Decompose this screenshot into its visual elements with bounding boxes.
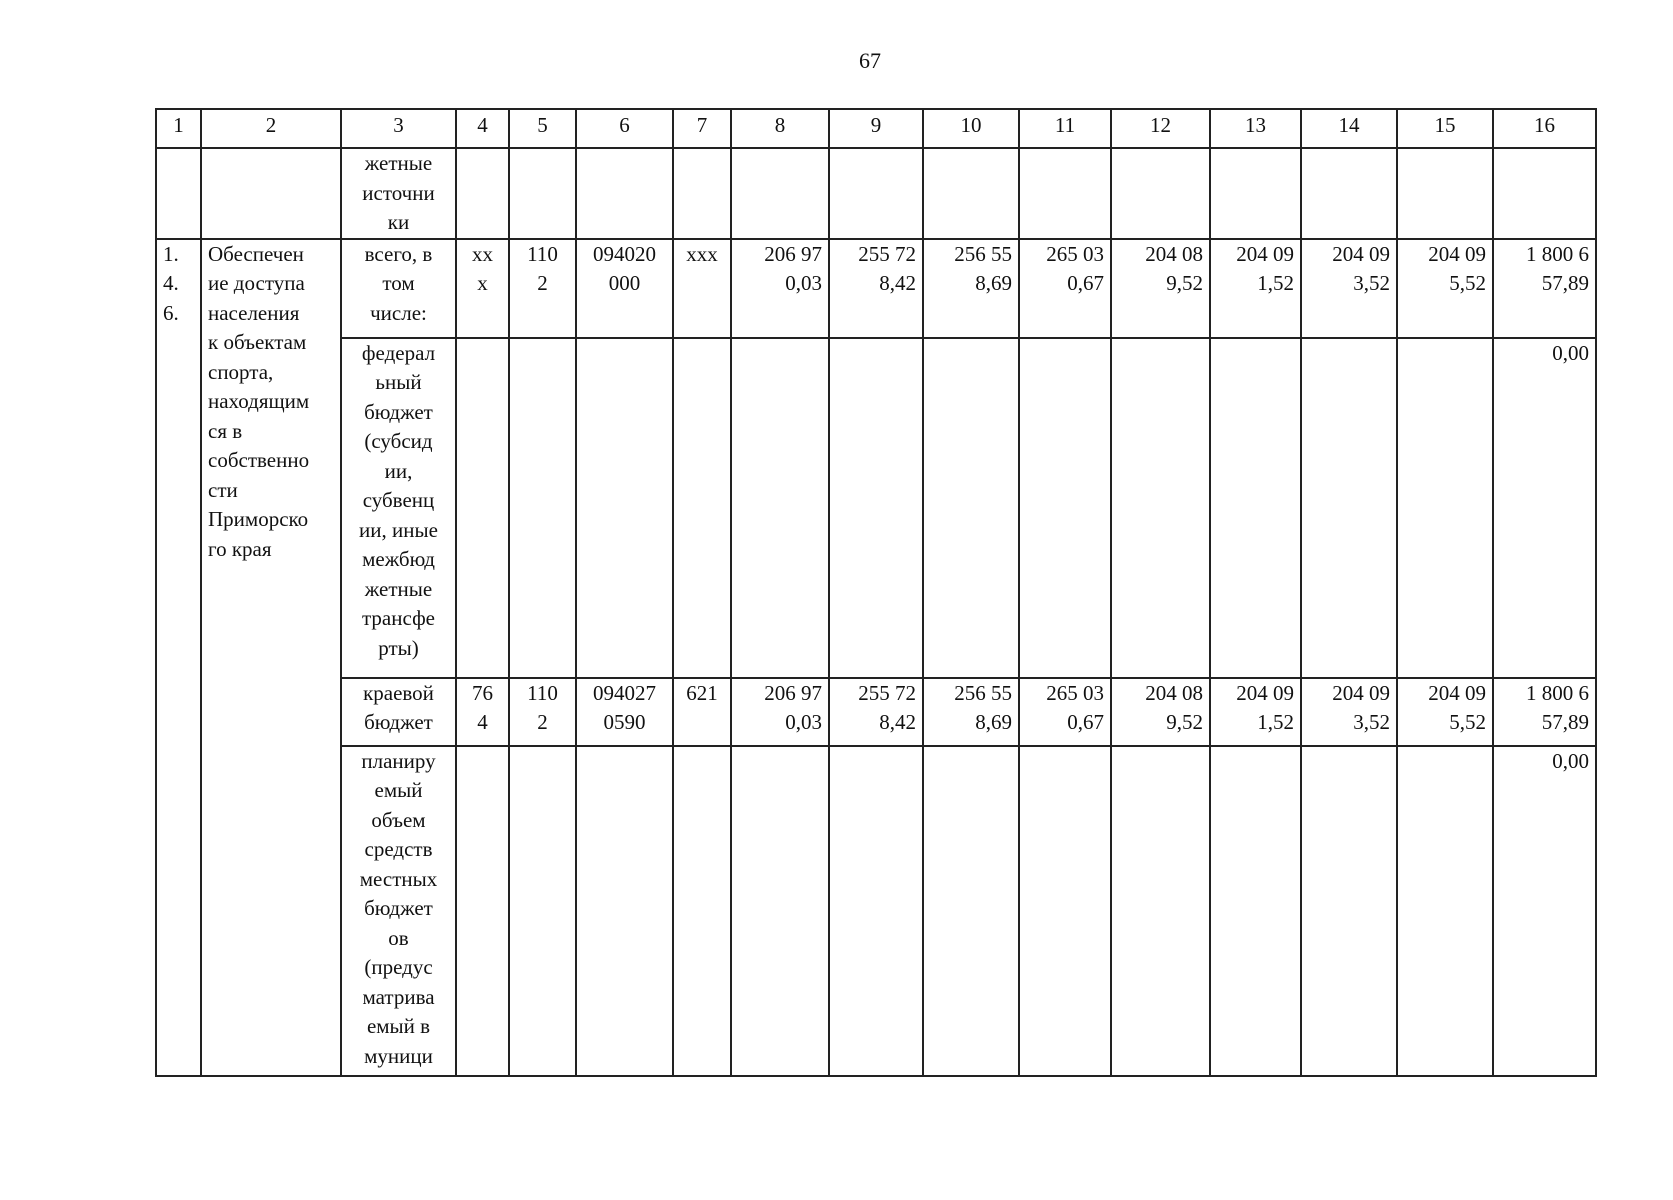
header-cell: 9 (829, 109, 923, 148)
table-cell (731, 338, 829, 678)
amount-cell: 206 97 0,03 (731, 239, 829, 338)
table-cell (576, 746, 673, 1076)
header-cell: 16 (1493, 109, 1596, 148)
table-cell (509, 338, 576, 678)
table-cell (456, 338, 509, 678)
amount-cell: 204 08 9,52 (1111, 239, 1210, 338)
table-cell (673, 338, 731, 678)
table-cell (923, 338, 1019, 678)
amount-cell: 204 09 3,52 (1301, 239, 1397, 338)
amount-cell: 256 55 8,69 (923, 239, 1019, 338)
funding-source-cell: планиру емый объем средств местных бюджет ов (предус матрива емый в муници (341, 746, 456, 1076)
amount-cell: 206 97 0,03 (731, 678, 829, 746)
table-cell (456, 148, 509, 239)
table-cell (456, 746, 509, 1076)
amount-cell: 1 800 6 57,89 (1493, 239, 1596, 338)
funding-source-cell: федерал ьный бюджет (субсид ии, субвенц ии, иные межбюд жетные трансфе рты) (341, 338, 456, 678)
table-cell (1210, 746, 1301, 1076)
table-cell (576, 148, 673, 239)
amount-cell: 204 09 3,52 (1301, 678, 1397, 746)
table-cell (829, 148, 923, 239)
header-cell: 7 (673, 109, 731, 148)
table-row-federal (156, 338, 1596, 678)
header-cell: 11 (1019, 109, 1111, 148)
table-cell (1019, 148, 1111, 239)
table-cell (1111, 746, 1210, 1076)
header-cell: 3 (341, 109, 456, 148)
page-number: 67 (859, 48, 881, 73)
header-cell: 2 (201, 109, 341, 148)
table-cell (1019, 746, 1111, 1076)
table-row-regional (156, 678, 1596, 746)
header-cell: 12 (1111, 109, 1210, 148)
table-cell: 094020 000 (576, 239, 673, 338)
table-cell (156, 148, 201, 239)
header-cell: 8 (731, 109, 829, 148)
table-cell: 094027 0590 (576, 678, 673, 746)
table-cell: хх х (456, 239, 509, 338)
table-cell (923, 148, 1019, 239)
table-cell (731, 746, 829, 1076)
amount-cell: 255 72 8,42 (829, 239, 923, 338)
table-cell (1301, 338, 1397, 678)
amount-cell: 256 55 8,69 (923, 678, 1019, 746)
header-cell: 10 (923, 109, 1019, 148)
item-name-cell: Обеспечен ие доступа населения к объектам спорта, находящим ся в собственно сти Приморско го края (201, 239, 341, 1076)
table-header-row (156, 109, 1596, 148)
table-cell (1210, 338, 1301, 678)
header-cell: 14 (1301, 109, 1397, 148)
amount-cell: 1 800 6 57,89 (1493, 678, 1596, 746)
amount-cell: 204 09 5,52 (1397, 678, 1493, 746)
table-row-local (156, 746, 1596, 1076)
table-cell (673, 148, 731, 239)
header-cell: 1 (156, 109, 201, 148)
amount-cell: 204 09 1,52 (1210, 678, 1301, 746)
table-cell (509, 148, 576, 239)
table-cell (673, 746, 731, 1076)
table-cell (1210, 148, 1301, 239)
table-row-continuation (156, 148, 1596, 239)
table-cell: 110 2 (509, 678, 576, 746)
table-cell (201, 148, 341, 239)
header-cell: 5 (509, 109, 576, 148)
table-cell (1301, 746, 1397, 1076)
amount-cell: 0,00 (1493, 338, 1596, 678)
item-number-cell: 1. 4. 6. (156, 239, 201, 1076)
amount-cell: 265 03 0,67 (1019, 239, 1111, 338)
table-cell (829, 338, 923, 678)
table-cell (1111, 148, 1210, 239)
table-cell: ххх (673, 239, 731, 338)
funding-source-cell: краевой бюджет (341, 678, 456, 746)
amount-cell: 204 08 9,52 (1111, 678, 1210, 746)
amount-cell: 265 03 0,67 (1019, 678, 1111, 746)
funding-source-cell: жетные источни ки (341, 148, 456, 239)
table-cell: 110 2 (509, 239, 576, 338)
amount-cell: 204 09 1,52 (1210, 239, 1301, 338)
table-cell (829, 746, 923, 1076)
amount-cell: 255 72 8,42 (829, 678, 923, 746)
table-cell (1301, 148, 1397, 239)
table-cell (1019, 338, 1111, 678)
table-cell (576, 338, 673, 678)
header-cell: 6 (576, 109, 673, 148)
amount-cell: 0,00 (1493, 746, 1596, 1076)
funding-source-cell: всего, в том числе: (341, 239, 456, 338)
table-row-total (156, 239, 1596, 338)
table-cell (1397, 746, 1493, 1076)
table-cell (1397, 148, 1493, 239)
table-cell (1493, 148, 1596, 239)
table-cell (1397, 338, 1493, 678)
header-cell: 13 (1210, 109, 1301, 148)
table-cell (731, 148, 829, 239)
budget-table (155, 108, 1597, 1077)
table-cell: 76 4 (456, 678, 509, 746)
table-cell (509, 746, 576, 1076)
table-cell: 621 (673, 678, 731, 746)
amount-cell: 204 09 5,52 (1397, 239, 1493, 338)
header-cell: 4 (456, 109, 509, 148)
table-cell (1111, 338, 1210, 678)
table-cell (923, 746, 1019, 1076)
header-cell: 15 (1397, 109, 1493, 148)
